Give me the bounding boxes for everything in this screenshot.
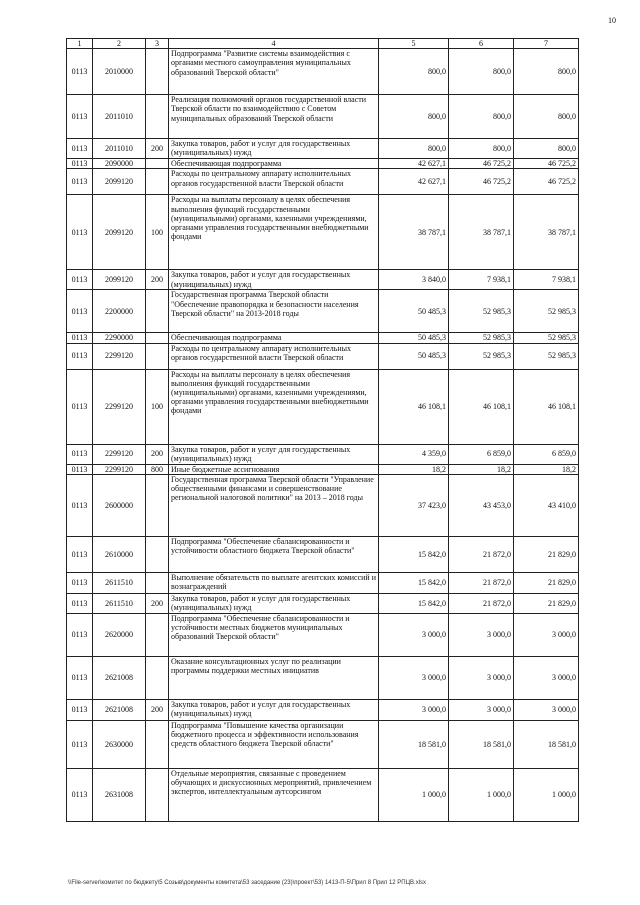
amount-col7-cell: 46 725,2 bbox=[514, 159, 579, 169]
target-item-code-cell: 2099120 bbox=[93, 270, 146, 290]
target-item-code-cell: 2610000 bbox=[93, 536, 146, 572]
column-number: 6 bbox=[449, 39, 514, 49]
expense-type-code-cell bbox=[146, 333, 169, 343]
amount-col6-cell: 46 108,1 bbox=[449, 369, 514, 444]
expense-name-cell: Закупка товаров, работ и услуг для государственных (муниципальных) нужд bbox=[169, 139, 379, 159]
expense-type-code-cell: 800 bbox=[146, 464, 169, 474]
amount-col5-cell: 3 000,0 bbox=[379, 656, 449, 699]
expense-type-code-cell: 200 bbox=[146, 270, 169, 290]
section-code-cell: 0113 bbox=[67, 270, 93, 290]
amount-col6-cell: 800,0 bbox=[449, 139, 514, 159]
budget-row bbox=[67, 768, 579, 821]
expense-name-cell: Закупка товаров, работ и услуг для государственных (муниципальных) нужд bbox=[169, 593, 379, 613]
expense-name-cell: Государственная программа Тверской области "Управление общественными финансами и совершенствование региональной налоговой политики" на 2013 – 2018 годы bbox=[169, 474, 379, 536]
amount-col7-cell: 38 787,1 bbox=[514, 195, 579, 270]
expense-type-code-cell bbox=[146, 474, 169, 536]
amount-col7-cell: 18 581,0 bbox=[514, 720, 579, 768]
amount-col5-cell: 800,0 bbox=[379, 49, 449, 95]
amount-col7-cell: 46 108,1 bbox=[514, 369, 579, 444]
section-code-cell: 0113 bbox=[67, 536, 93, 572]
target-item-code-cell: 2010000 bbox=[93, 49, 146, 95]
amount-col5-cell: 50 485,3 bbox=[379, 343, 449, 369]
expense-type-code-cell bbox=[146, 169, 169, 195]
target-item-code-cell: 2011010 bbox=[93, 139, 146, 159]
budget-row bbox=[67, 333, 579, 343]
expense-type-code-cell bbox=[146, 343, 169, 369]
budget-row bbox=[67, 656, 579, 699]
budget-row bbox=[67, 464, 579, 474]
amount-col5-cell: 15 842,0 bbox=[379, 593, 449, 613]
expense-name-cell: Государственная программа Тверской области "Обеспечение правопорядка и безопасности населения Тверской области" на 2013-2018 годы bbox=[169, 290, 379, 333]
amount-col5-cell: 38 787,1 bbox=[379, 195, 449, 270]
amount-col5-cell: 15 842,0 bbox=[379, 536, 449, 572]
expense-name-cell: Расходы на выплаты персоналу в целях обеспечения выполнения функций государственными (муниципальными) органами, казенными учреждениями, органами управления государственными внебюджетными фондами bbox=[169, 195, 379, 270]
amount-col6-cell: 52 985,3 bbox=[449, 333, 514, 343]
section-code-cell: 0113 bbox=[67, 699, 93, 720]
amount-col7-cell: 800,0 bbox=[514, 139, 579, 159]
amount-col5-cell: 46 108,1 bbox=[379, 369, 449, 444]
amount-col6-cell: 52 985,3 bbox=[449, 343, 514, 369]
expense-type-code-cell: 200 bbox=[146, 699, 169, 720]
amount-col6-cell: 21 872,0 bbox=[449, 572, 514, 593]
amount-col6-cell: 3 000,0 bbox=[449, 656, 514, 699]
target-item-code-cell: 2299120 bbox=[93, 343, 146, 369]
target-item-code-cell: 2090000 bbox=[93, 159, 146, 169]
amount-col6-cell: 18,2 bbox=[449, 464, 514, 474]
budget-row bbox=[67, 49, 579, 95]
expense-name-cell: Иные бюджетные ассигнования bbox=[169, 464, 379, 474]
amount-col5-cell: 3 000,0 bbox=[379, 613, 449, 656]
column-number-row bbox=[67, 39, 579, 49]
expense-name-cell: Расходы по центральному аппарату исполнительных органов государственной власти Тверской области bbox=[169, 169, 379, 195]
column-number: 5 bbox=[379, 39, 449, 49]
amount-col7-cell: 52 985,3 bbox=[514, 290, 579, 333]
expense-type-code-cell: 200 bbox=[146, 593, 169, 613]
section-code-cell: 0113 bbox=[67, 343, 93, 369]
amount-col5-cell: 42 627,1 bbox=[379, 159, 449, 169]
section-code-cell: 0113 bbox=[67, 656, 93, 699]
expense-name-cell: Выполнение обязательств по выплате агентских комиссий и вознаграждений bbox=[169, 572, 379, 593]
amount-col5-cell: 800,0 bbox=[379, 95, 449, 139]
budget-row bbox=[67, 169, 579, 195]
amount-col5-cell: 37 423,0 bbox=[379, 474, 449, 536]
amount-col7-cell: 7 938,1 bbox=[514, 270, 579, 290]
budget-row bbox=[67, 369, 579, 444]
section-code-cell: 0113 bbox=[67, 139, 93, 159]
expense-type-code-cell: 100 bbox=[146, 369, 169, 444]
amount-col7-cell: 21 829,0 bbox=[514, 572, 579, 593]
target-item-code-cell: 2600000 bbox=[93, 474, 146, 536]
budget-row bbox=[67, 536, 579, 572]
expense-name-cell: Подпрограмма "Развитие системы взаимодействия с органами местного самоуправления муниципальных образований Тверской области" bbox=[169, 49, 379, 95]
amount-col7-cell: 800,0 bbox=[514, 95, 579, 139]
page-number: 10 bbox=[608, 16, 616, 25]
budget-row bbox=[67, 195, 579, 270]
target-item-code-cell: 2200000 bbox=[93, 290, 146, 333]
target-item-code-cell: 2611510 bbox=[93, 572, 146, 593]
section-code-cell: 0113 bbox=[67, 95, 93, 139]
expense-name-cell: Подпрограмма "Повышение качества организации бюджетного процесса и эффективности использования средств областного бюджета Тверской области" bbox=[169, 720, 379, 768]
column-number: 4 bbox=[169, 39, 379, 49]
expense-name-cell: Расходы на выплаты персоналу в целях обеспечения выполнения функций государственными (муниципальными) органами, казенными учреждениями, органами управления государственными внебюджетными фондами bbox=[169, 369, 379, 444]
expense-type-code-cell bbox=[146, 656, 169, 699]
budget-row bbox=[67, 444, 579, 464]
section-code-cell: 0113 bbox=[67, 613, 93, 656]
budget-row bbox=[67, 95, 579, 139]
section-code-cell: 0113 bbox=[67, 720, 93, 768]
target-item-code-cell: 2299120 bbox=[93, 369, 146, 444]
expense-name-cell: Расходы по центральному аппарату исполнительных органов государственной власти Тверской области bbox=[169, 343, 379, 369]
expense-type-code-cell: 100 bbox=[146, 195, 169, 270]
column-number: 1 bbox=[67, 39, 93, 49]
expense-type-code-cell bbox=[146, 572, 169, 593]
budget-row bbox=[67, 270, 579, 290]
amount-col7-cell: 52 985,3 bbox=[514, 343, 579, 369]
expense-type-code-cell bbox=[146, 536, 169, 572]
amount-col6-cell: 6 859,0 bbox=[449, 444, 514, 464]
expense-type-code-cell bbox=[146, 768, 169, 821]
amount-col7-cell: 43 410,0 bbox=[514, 474, 579, 536]
budget-table bbox=[66, 38, 579, 822]
amount-col7-cell: 46 725,2 bbox=[514, 169, 579, 195]
amount-col6-cell: 1 000,0 bbox=[449, 768, 514, 821]
section-code-cell: 0113 bbox=[67, 444, 93, 464]
amount-col6-cell: 43 453,0 bbox=[449, 474, 514, 536]
section-code-cell: 0113 bbox=[67, 333, 93, 343]
column-number: 3 bbox=[146, 39, 169, 49]
amount-col5-cell: 800,0 bbox=[379, 139, 449, 159]
section-code-cell: 0113 bbox=[67, 49, 93, 95]
target-item-code-cell: 2299120 bbox=[93, 464, 146, 474]
expense-name-cell: Закупка товаров, работ и услуг для государственных (муниципальных) нужд bbox=[169, 444, 379, 464]
amount-col6-cell: 18 581,0 bbox=[449, 720, 514, 768]
amount-col7-cell: 800,0 bbox=[514, 49, 579, 95]
expense-name-cell: Обеспечивающая подпрограмма bbox=[169, 159, 379, 169]
budget-row bbox=[67, 613, 579, 656]
amount-col7-cell: 3 000,0 bbox=[514, 613, 579, 656]
expense-type-code-cell bbox=[146, 720, 169, 768]
budget-row bbox=[67, 343, 579, 369]
amount-col5-cell: 4 359,0 bbox=[379, 444, 449, 464]
target-item-code-cell: 2099120 bbox=[93, 195, 146, 270]
amount-col5-cell: 42 627,1 bbox=[379, 169, 449, 195]
file-path-footer: \\File-server\комитет по бюджету\5 Созыв\документы комитета\53 заседание (23)\проект\53) 1413-П-5\Прил 8 Прил 12 РПЦВ.xlsx bbox=[68, 880, 427, 886]
amount-col6-cell: 52 985,3 bbox=[449, 290, 514, 333]
section-code-cell: 0113 bbox=[67, 572, 93, 593]
expense-name-cell: Закупка товаров, работ и услуг для государственных (муниципальных) нужд bbox=[169, 699, 379, 720]
column-number: 2 bbox=[93, 39, 146, 49]
budget-row bbox=[67, 593, 579, 613]
section-code-cell: 0113 bbox=[67, 195, 93, 270]
section-code-cell: 0113 bbox=[67, 593, 93, 613]
budget-row bbox=[67, 699, 579, 720]
amount-col5-cell: 3 000,0 bbox=[379, 699, 449, 720]
amount-col5-cell: 3 840,0 bbox=[379, 270, 449, 290]
expense-type-code-cell bbox=[146, 95, 169, 139]
section-code-cell: 0113 bbox=[67, 768, 93, 821]
target-item-code-cell: 2611510 bbox=[93, 593, 146, 613]
expense-name-cell: Реализация полномочий органов государственной власти Тверской области по взаимодействию с Советом муниципальных образований Тверской области bbox=[169, 95, 379, 139]
target-item-code-cell: 2621008 bbox=[93, 699, 146, 720]
expense-type-code-cell: 200 bbox=[146, 139, 169, 159]
amount-col7-cell: 21 829,0 bbox=[514, 536, 579, 572]
budget-row bbox=[67, 474, 579, 536]
section-code-cell: 0113 bbox=[67, 159, 93, 169]
amount-col5-cell: 1 000,0 bbox=[379, 768, 449, 821]
amount-col7-cell: 21 829,0 bbox=[514, 593, 579, 613]
expense-name-cell: Подпрограмма "Обеспечение сбалансированности и устойчивости местных бюджетов муниципальных образований Тверской области" bbox=[169, 613, 379, 656]
budget-row bbox=[67, 139, 579, 159]
section-code-cell: 0113 bbox=[67, 369, 93, 444]
amount-col6-cell: 800,0 bbox=[449, 49, 514, 95]
amount-col5-cell: 50 485,3 bbox=[379, 333, 449, 343]
column-number: 7 bbox=[514, 39, 579, 49]
amount-col6-cell: 800,0 bbox=[449, 95, 514, 139]
target-item-code-cell: 2631008 bbox=[93, 768, 146, 821]
budget-row bbox=[67, 720, 579, 768]
expense-name-cell: Обеспечивающая подпрограмма bbox=[169, 333, 379, 343]
expense-type-code-cell bbox=[146, 613, 169, 656]
expense-name-cell: Подпрограмма "Обеспечение сбалансированности и устойчивости областного бюджета Тверской области" bbox=[169, 536, 379, 572]
expense-type-code-cell bbox=[146, 159, 169, 169]
budget-table-body bbox=[67, 39, 579, 822]
target-item-code-cell: 2290000 bbox=[93, 333, 146, 343]
amount-col6-cell: 3 000,0 bbox=[449, 613, 514, 656]
section-code-cell: 0113 bbox=[67, 464, 93, 474]
target-item-code-cell: 2299120 bbox=[93, 444, 146, 464]
amount-col6-cell: 21 872,0 bbox=[449, 536, 514, 572]
amount-col5-cell: 18,2 bbox=[379, 464, 449, 474]
target-item-code-cell: 2621008 bbox=[93, 656, 146, 699]
expense-type-code-cell bbox=[146, 49, 169, 95]
amount-col6-cell: 3 000,0 bbox=[449, 699, 514, 720]
target-item-code-cell: 2630000 bbox=[93, 720, 146, 768]
amount-col7-cell: 18,2 bbox=[514, 464, 579, 474]
amount-col6-cell: 21 872,0 bbox=[449, 593, 514, 613]
amount-col7-cell: 52 985,3 bbox=[514, 333, 579, 343]
budget-row bbox=[67, 159, 579, 169]
budget-row bbox=[67, 290, 579, 333]
amount-col7-cell: 3 000,0 bbox=[514, 656, 579, 699]
expense-type-code-cell: 200 bbox=[146, 444, 169, 464]
budget-row bbox=[67, 572, 579, 593]
amount-col6-cell: 46 725,2 bbox=[449, 169, 514, 195]
expense-name-cell: Оказание консультационных услуг по реализации программы поддержки местных инициатив bbox=[169, 656, 379, 699]
expense-name-cell: Закупка товаров, работ и услуг для государственных (муниципальных) нужд bbox=[169, 270, 379, 290]
section-code-cell: 0113 bbox=[67, 169, 93, 195]
amount-col5-cell: 15 842,0 bbox=[379, 572, 449, 593]
amount-col6-cell: 7 938,1 bbox=[449, 270, 514, 290]
amount-col6-cell: 46 725,2 bbox=[449, 159, 514, 169]
amount-col7-cell: 6 859,0 bbox=[514, 444, 579, 464]
amount-col7-cell: 3 000,0 bbox=[514, 699, 579, 720]
amount-col5-cell: 50 485,3 bbox=[379, 290, 449, 333]
target-item-code-cell: 2099120 bbox=[93, 169, 146, 195]
expense-name-cell: Отдельные мероприятия, связанные с проведением обучающих и дискуссионных мероприятий, привлечением экспертов, интеллектуальным аутсорсингом bbox=[169, 768, 379, 821]
expense-type-code-cell bbox=[146, 290, 169, 333]
target-item-code-cell: 2620000 bbox=[93, 613, 146, 656]
section-code-cell: 0113 bbox=[67, 474, 93, 536]
amount-col6-cell: 38 787,1 bbox=[449, 195, 514, 270]
amount-col7-cell: 1 000,0 bbox=[514, 768, 579, 821]
amount-col5-cell: 18 581,0 bbox=[379, 720, 449, 768]
section-code-cell: 0113 bbox=[67, 290, 93, 333]
target-item-code-cell: 2011010 bbox=[93, 95, 146, 139]
